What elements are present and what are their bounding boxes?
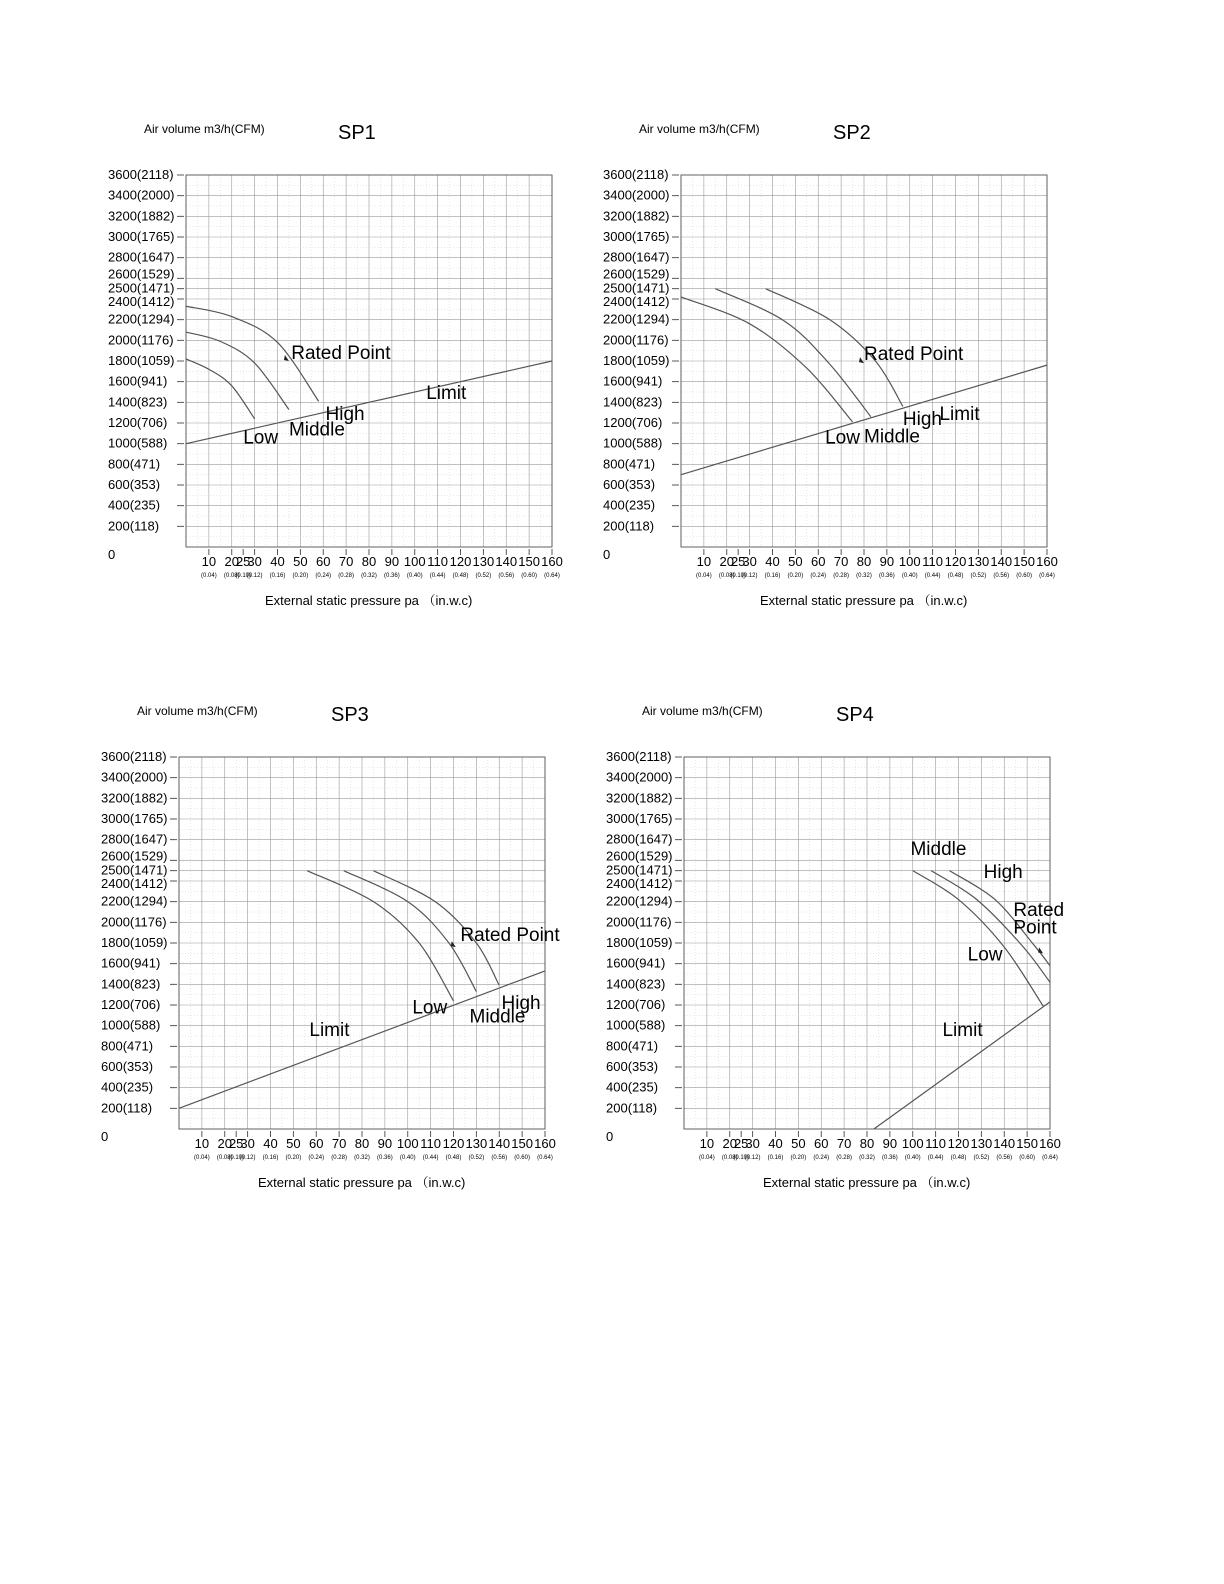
x-tick-sublabel: (0.20) <box>292 573 309 579</box>
y-tick-label: 400(235) <box>603 497 656 513</box>
y-tick-label: 2400(1412) <box>108 294 175 309</box>
y-tick-label: 400(235) <box>606 1079 659 1095</box>
x-tick-sublabel: (0.08) <box>718 573 735 579</box>
x-tick-sublabel: (0.04) <box>696 573 712 579</box>
series-line-low <box>681 297 853 422</box>
x-tick-sublabel: (0.48) <box>947 573 964 579</box>
x-tick-label: 40 <box>768 1136 783 1151</box>
x-tick-sublabel: (0.40) <box>399 1155 416 1161</box>
annotation-high: High <box>325 403 365 425</box>
annotation-middle: Middle <box>864 426 920 448</box>
x-tick-sublabel: (0.40) <box>901 573 918 579</box>
x-tick-label: 50 <box>286 1136 301 1151</box>
y-tick-label: 1600(941) <box>606 955 666 971</box>
annotation-limit: Limit <box>309 1020 350 1041</box>
y-tick-label: 1400(823) <box>101 976 161 992</box>
y-tick-label: 1800(1059) <box>108 353 175 368</box>
x-tick-sublabel: (0.16) <box>269 573 286 579</box>
chart-sp4 <box>578 692 1098 1192</box>
x-tick-sublabel: (0.52) <box>468 1155 485 1161</box>
x-tick-sublabel: (0.64) <box>544 573 560 579</box>
x-tick-sublabel: (0.52) <box>970 573 987 579</box>
x-tick-label: 60 <box>811 554 826 569</box>
x-tick-label: 20 <box>722 1136 737 1151</box>
x-tick-sublabel: (0.32) <box>361 573 377 579</box>
x-tick-label: 10 <box>201 554 217 569</box>
x-tick-sublabel: (0.32) <box>354 1155 370 1161</box>
x-tick-sublabel: (0.36) <box>879 573 895 579</box>
y-tick-label: 2800(1647) <box>101 831 168 847</box>
y-tick-label: 400(235) <box>108 497 161 513</box>
x-tick-sublabel: (0.16) <box>764 573 781 579</box>
y-tick-label: 3000(1765) <box>101 811 168 826</box>
annotation-high: High <box>983 861 1023 883</box>
x-tick-sublabel: (0.64) <box>1039 573 1055 579</box>
x-tick-sublabel: (0.60) <box>1016 573 1032 579</box>
x-tick-label: 120 <box>449 554 472 569</box>
y-tick-label: 3200(1882) <box>603 208 670 224</box>
y-tick-label: 800(471) <box>108 456 161 472</box>
x-tick-label: 140 <box>495 554 518 569</box>
x-tick-label: 70 <box>331 1136 347 1151</box>
annotation-high: High <box>902 409 942 431</box>
x-tick-label: 110 <box>925 1136 946 1151</box>
x-tick-label: 50 <box>788 554 803 569</box>
x-tick-sublabel: (0.28) <box>338 573 354 579</box>
series-line-low <box>307 871 453 1001</box>
y-axis-label: Air volume m3/h(CFM) <box>639 122 760 136</box>
chart-title: SP4 <box>836 704 874 726</box>
x-tick-sublabel: (0.10) <box>730 573 747 579</box>
x-tick-label: 130 <box>472 554 495 569</box>
y-tick-label: 1800(1059) <box>101 935 168 950</box>
x-tick-label: 140 <box>993 1136 1016 1151</box>
x-tick-sublabel: (0.12) <box>239 1155 256 1161</box>
x-axis-label: External static pressure pa （in.w.c) <box>763 1175 971 1190</box>
y-axis-label: Air volume m3/h(CFM) <box>144 122 265 136</box>
x-tick-sublabel: (0.04) <box>194 1155 210 1161</box>
x-tick-label: 160 <box>534 1136 556 1151</box>
x-tick-label: 70 <box>338 554 354 569</box>
x-tick-label: 80 <box>859 1136 875 1151</box>
x-tick-sublabel: (0.56) <box>993 573 1010 579</box>
x-tick-sublabel: (0.08) <box>223 573 240 579</box>
x-tick-sublabel: (0.28) <box>836 1155 852 1161</box>
x-tick-label: 130 <box>970 1136 993 1151</box>
y-tick-label: 3200(1882) <box>108 208 175 224</box>
x-tick-sublabel: (0.44) <box>927 1155 944 1161</box>
y-tick-label: 2200(1294) <box>603 311 670 327</box>
y-tick-label: 800(471) <box>603 456 656 472</box>
annotation-middle: Middle <box>469 1006 526 1028</box>
x-tick-sublabel: (0.12) <box>744 1155 761 1161</box>
x-tick-label: 150 <box>518 554 540 569</box>
x-tick-sublabel: (0.36) <box>377 1155 393 1161</box>
x-tick-label: 60 <box>814 1136 829 1151</box>
y-tick-label: 2500(1471) <box>606 862 673 878</box>
y-tick-label: 2200(1294) <box>606 893 673 909</box>
y-tick-label: 2600(1529) <box>603 266 670 282</box>
annotation-high: High <box>501 993 541 1015</box>
x-tick-label: 25 <box>235 554 251 569</box>
y-tick-label: 2500(1471) <box>108 280 175 296</box>
x-tick-sublabel: (0.40) <box>904 1155 921 1161</box>
y-tick-label: 600(353) <box>606 1059 659 1074</box>
x-tick-label: 70 <box>836 1136 852 1151</box>
x-tick-label: 60 <box>316 554 331 569</box>
x-tick-label: 140 <box>488 1136 511 1151</box>
annotation-low: Low <box>243 427 279 449</box>
grid <box>684 757 1050 1129</box>
x-tick-label: 10 <box>696 554 712 569</box>
y-tick-label: 2500(1471) <box>101 862 168 878</box>
x-tick-label: 120 <box>442 1136 465 1151</box>
x-tick-label: 40 <box>263 1136 278 1151</box>
x-tick-label: 30 <box>247 554 262 569</box>
y-tick-label: 1200(706) <box>108 415 168 430</box>
y-tick-label: 200(118) <box>606 1100 658 1116</box>
x-tick-label: 25 <box>733 1136 749 1151</box>
y-tick-label: 2400(1412) <box>606 876 673 891</box>
y-tick-label: 1800(1059) <box>606 935 673 950</box>
annotation-low: Low <box>412 997 448 1019</box>
x-tick-label: 30 <box>745 1136 760 1151</box>
x-tick-label: 10 <box>194 1136 210 1151</box>
x-tick-sublabel: (0.52) <box>973 1155 990 1161</box>
x-axis-label: External static pressure pa （in.w.c) <box>760 593 968 608</box>
y-tick-label: 1600(941) <box>101 955 161 971</box>
x-tick-sublabel: (0.10) <box>235 573 252 579</box>
y-tick-label: 600(353) <box>108 477 161 492</box>
series-line-middle <box>186 332 289 410</box>
y-tick-label: 2400(1412) <box>101 876 168 891</box>
x-tick-sublabel: (0.60) <box>521 573 537 579</box>
annotation-point: Point <box>1013 917 1057 939</box>
y-tick-label: 1600(941) <box>603 373 663 389</box>
y-tick-label: 2000(1176) <box>606 914 672 930</box>
y-tick-label: 2600(1529) <box>606 848 673 864</box>
x-tick-label: 130 <box>967 554 990 569</box>
y-tick-label: 800(471) <box>101 1038 154 1054</box>
y-tick-label: 3200(1882) <box>101 790 168 806</box>
x-tick-sublabel: (0.60) <box>514 1155 530 1161</box>
x-tick-label: 25 <box>730 554 746 569</box>
y-tick-label: 3400(2000) <box>101 769 168 785</box>
x-tick-sublabel: (0.36) <box>882 1155 898 1161</box>
x-tick-sublabel: (0.56) <box>498 573 515 579</box>
x-tick-label: 150 <box>511 1136 533 1151</box>
x-tick-label: 100 <box>898 554 921 569</box>
y-tick-label: 200(118) <box>101 1100 153 1116</box>
y-tick-label: 2800(1647) <box>603 249 670 265</box>
x-tick-sublabel: (0.24) <box>810 573 827 579</box>
x-tick-sublabel: (0.44) <box>422 1155 439 1161</box>
x-tick-label: 90 <box>377 1136 393 1151</box>
annotation-low: Low <box>967 944 1003 966</box>
y-tick-label: 1400(823) <box>603 394 663 410</box>
x-tick-label: 160 <box>541 554 563 569</box>
y-axis-label: Air volume m3/h(CFM) <box>642 704 763 718</box>
y-tick-label: 3400(2000) <box>108 187 175 203</box>
y-tick-label: 3000(1765) <box>603 229 670 244</box>
series-line-middle <box>344 871 477 992</box>
x-tick-sublabel: (0.36) <box>384 573 400 579</box>
y-tick-label: 400(235) <box>101 1079 154 1095</box>
x-tick-sublabel: (0.10) <box>228 1155 245 1161</box>
x-tick-sublabel: (0.32) <box>859 1155 875 1161</box>
annotation-rated-point: Rated Point <box>460 924 560 946</box>
y-tick-label: 2000(1176) <box>101 914 167 930</box>
y-tick-label: 1200(706) <box>603 415 663 430</box>
x-tick-label: 80 <box>856 554 872 569</box>
x-tick-sublabel: (0.60) <box>1019 1155 1035 1161</box>
y-tick-label: 1400(823) <box>606 976 666 992</box>
x-tick-sublabel: (0.20) <box>790 1155 807 1161</box>
annotation-limit: Limit <box>942 1020 983 1041</box>
x-tick-sublabel: (0.20) <box>787 573 804 579</box>
chart-sp2 <box>575 110 1095 610</box>
x-tick-label: 20 <box>719 554 734 569</box>
x-tick-sublabel: (0.16) <box>262 1155 279 1161</box>
x-tick-sublabel: (0.48) <box>452 573 469 579</box>
x-tick-label: 20 <box>224 554 239 569</box>
y-tick-label: 2800(1647) <box>108 249 175 265</box>
x-tick-sublabel: (0.56) <box>491 1155 508 1161</box>
x-tick-label: 80 <box>361 554 377 569</box>
y-tick-label: 1600(941) <box>108 373 168 389</box>
x-tick-label: 20 <box>217 1136 232 1151</box>
y-tick-label: 600(353) <box>101 1059 154 1074</box>
x-tick-sublabel: (0.08) <box>721 1155 738 1161</box>
x-tick-label: 30 <box>240 1136 255 1151</box>
x-tick-sublabel: (0.64) <box>1042 1155 1058 1161</box>
x-tick-sublabel: (0.40) <box>406 573 423 579</box>
x-tick-sublabel: (0.24) <box>813 1155 830 1161</box>
y-tick-label: 2000(1176) <box>603 332 669 348</box>
x-tick-label: 90 <box>882 1136 898 1151</box>
y-tick-label: 3600(2118) <box>101 749 167 764</box>
x-tick-sublabel: (0.64) <box>537 1155 553 1161</box>
y-tick-label: 2600(1529) <box>101 848 168 864</box>
chart-sp1 <box>80 110 600 610</box>
x-tick-label: 10 <box>699 1136 715 1151</box>
x-tick-label: 50 <box>791 1136 806 1151</box>
x-tick-sublabel: (0.48) <box>950 1155 967 1161</box>
x-tick-label: 90 <box>384 554 400 569</box>
x-tick-label: 40 <box>765 554 780 569</box>
x-tick-sublabel: (0.04) <box>699 1155 715 1161</box>
x-tick-sublabel: (0.16) <box>767 1155 784 1161</box>
x-tick-label: 25 <box>228 1136 244 1151</box>
y-tick-label: 3600(2118) <box>603 167 669 182</box>
x-tick-label: 120 <box>944 554 967 569</box>
x-tick-label: 100 <box>396 1136 419 1151</box>
y-tick-label: 2200(1294) <box>108 311 175 327</box>
x-tick-label: 150 <box>1013 554 1035 569</box>
y-tick-label: 1000(588) <box>603 435 663 451</box>
x-axis-label: External static pressure pa （in.w.c) <box>265 593 473 608</box>
x-tick-label: 30 <box>742 554 757 569</box>
y-tick-label: 2200(1294) <box>101 893 168 909</box>
x-tick-sublabel: (0.12) <box>246 573 263 579</box>
x-tick-sublabel: (0.28) <box>331 1155 347 1161</box>
x-tick-label: 110 <box>427 554 448 569</box>
x-tick-label: 110 <box>922 554 943 569</box>
x-tick-label: 150 <box>1016 1136 1038 1151</box>
x-tick-sublabel: (0.08) <box>216 1155 233 1161</box>
rated-point-marker <box>1038 947 1043 953</box>
x-tick-sublabel: (0.52) <box>475 573 492 579</box>
annotation-low: Low <box>825 427 860 449</box>
x-tick-label: 60 <box>309 1136 324 1151</box>
x-tick-label: 80 <box>354 1136 370 1151</box>
x-tick-sublabel: (0.24) <box>308 1155 325 1161</box>
y-tick-label: 2800(1647) <box>606 831 673 847</box>
x-tick-label: 100 <box>901 1136 924 1151</box>
x-tick-label: 130 <box>465 1136 488 1151</box>
x-tick-sublabel: (0.44) <box>924 573 941 579</box>
y-tick-label: 800(471) <box>606 1038 659 1054</box>
annotation-limit: Limit <box>939 403 980 425</box>
y-tick-label: 1000(588) <box>108 435 168 451</box>
y-tick-label: 0 <box>606 1129 614 1144</box>
x-tick-sublabel: (0.10) <box>733 1155 750 1161</box>
annotation-rated-point: Rated Point <box>291 342 391 364</box>
x-tick-label: 140 <box>990 554 1013 569</box>
x-tick-label: 100 <box>403 554 426 569</box>
y-tick-label: 0 <box>603 547 611 562</box>
x-tick-sublabel: (0.44) <box>429 573 446 579</box>
chart-title: SP3 <box>331 704 369 726</box>
x-tick-label: 160 <box>1039 1136 1061 1151</box>
y-tick-label: 600(353) <box>603 477 656 492</box>
y-tick-label: 2000(1176) <box>108 332 174 348</box>
y-tick-label: 1000(588) <box>606 1017 666 1033</box>
y-tick-label: 1800(1059) <box>603 353 670 368</box>
x-tick-sublabel: (0.56) <box>996 1155 1013 1161</box>
series-line-middle <box>715 289 871 417</box>
x-tick-sublabel: (0.32) <box>856 573 872 579</box>
y-axis-label: Air volume m3/h(CFM) <box>137 704 258 718</box>
x-tick-sublabel: (0.24) <box>315 573 332 579</box>
chart-title: SP1 <box>338 122 376 144</box>
x-tick-sublabel: (0.28) <box>833 573 849 579</box>
y-tick-label: 0 <box>101 1129 109 1144</box>
y-tick-label: 3600(2118) <box>108 167 174 182</box>
x-axis-label: External static pressure pa （in.w.c) <box>258 1175 466 1190</box>
y-tick-label: 2400(1412) <box>603 294 670 309</box>
y-tick-label: 2500(1471) <box>603 280 670 296</box>
chart-sp3 <box>73 692 593 1192</box>
x-tick-label: 160 <box>1036 554 1058 569</box>
x-tick-label: 70 <box>833 554 849 569</box>
y-tick-label: 200(118) <box>108 518 160 534</box>
y-tick-label: 3400(2000) <box>606 769 673 785</box>
y-tick-label: 3000(1765) <box>108 229 175 244</box>
annotation-rated: Rated <box>1013 900 1065 922</box>
x-tick-sublabel: (0.20) <box>285 1155 302 1161</box>
annotation-rated-point: Rated Point <box>864 343 964 365</box>
x-tick-label: 120 <box>947 1136 970 1151</box>
x-tick-sublabel: (0.12) <box>741 573 758 579</box>
y-tick-label: 2600(1529) <box>108 266 175 282</box>
y-tick-label: 0 <box>108 547 116 562</box>
x-tick-label: 110 <box>420 1136 441 1151</box>
y-tick-label: 3400(2000) <box>603 187 670 203</box>
y-tick-label: 3600(2118) <box>606 749 672 764</box>
y-tick-label: 1200(706) <box>101 997 161 1012</box>
y-tick-label: 1400(823) <box>108 394 168 410</box>
annotation-middle: Middle <box>910 839 967 861</box>
x-tick-sublabel: (0.48) <box>445 1155 462 1161</box>
y-tick-label: 1000(588) <box>101 1017 161 1033</box>
x-tick-label: 50 <box>293 554 308 569</box>
annotation-limit: Limit <box>426 383 467 405</box>
x-tick-label: 40 <box>270 554 285 569</box>
y-tick-label: 200(118) <box>603 518 655 534</box>
y-tick-label: 1200(706) <box>606 997 666 1012</box>
x-tick-label: 90 <box>879 554 895 569</box>
y-tick-label: 3200(1882) <box>606 790 673 806</box>
y-tick-label: 3000(1765) <box>606 811 673 826</box>
annotation-middle: Middle <box>288 419 345 441</box>
x-tick-sublabel: (0.04) <box>201 573 217 579</box>
chart-title: SP2 <box>833 122 871 144</box>
